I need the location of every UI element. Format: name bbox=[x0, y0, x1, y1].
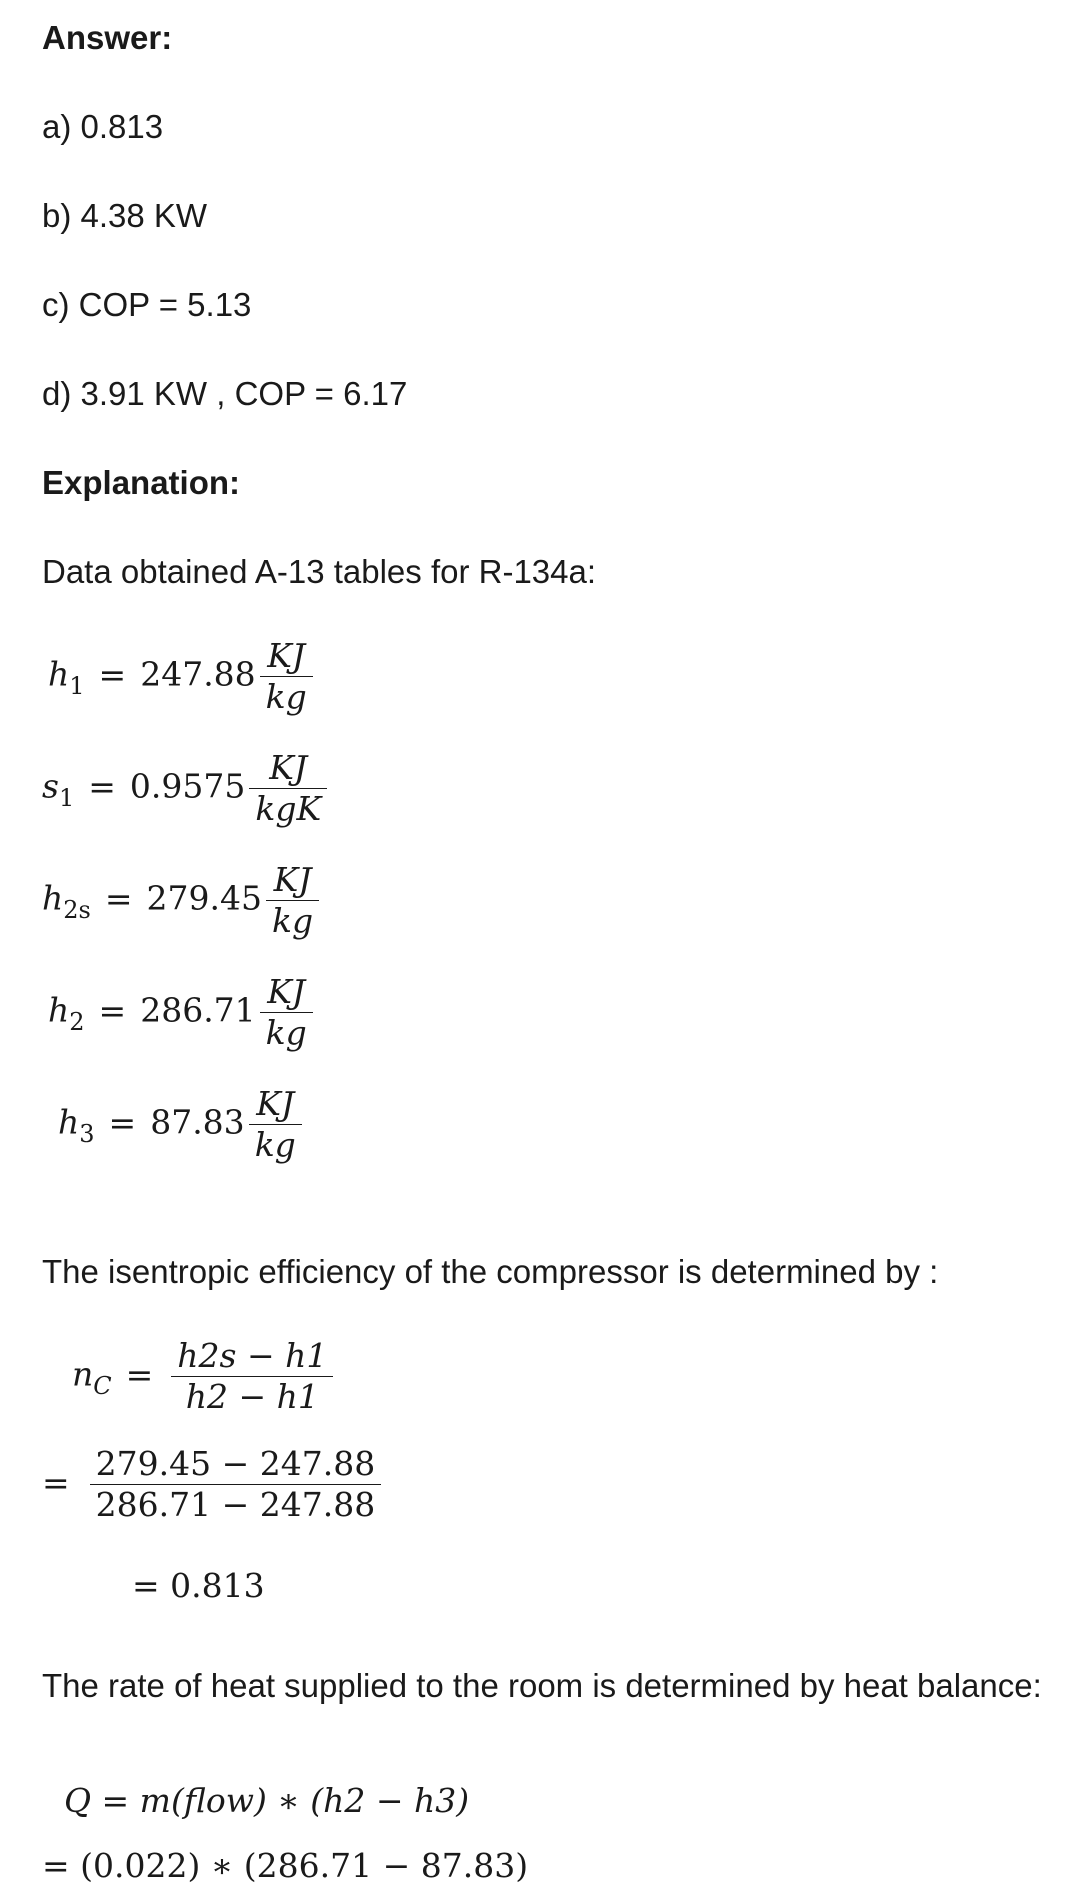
answer-c: c) COP = 5.13 bbox=[42, 286, 252, 323]
value-h2: $h_2 = 286.71$ $\frac{KJ}{kg}$ bbox=[48, 972, 313, 1053]
answer-d: d) 3.91 KW , COP = 6.17 bbox=[42, 375, 408, 412]
efficiency-formula: $n_C$ = $\frac{h2s - h1}{h2 - h1}$ bbox=[72, 1336, 333, 1417]
value-h1: $h_1 = 247.88$ $\frac{KJ}{kg}$ bbox=[48, 636, 313, 717]
heat-substitution: = (0.022) ∗ (286.71 − 87.83) bbox=[42, 1846, 529, 1885]
efficiency-denominator: h2 − h1 bbox=[171, 1376, 333, 1417]
value-h2s: $h_{2s} = 279.45$ $\frac{KJ}{kg}$ bbox=[42, 860, 319, 941]
answer-b: b) 4.38 KW bbox=[42, 197, 208, 234]
heat-intro: The rate of heat supplied to the room is determined by heat balance: bbox=[42, 1667, 1042, 1704]
answer-a: a) 0.813 bbox=[42, 108, 164, 145]
isentropic-intro: The isentropic efficiency of the compressor is determined by : bbox=[42, 1253, 939, 1290]
efficiency-numerator: h2s − h1 bbox=[177, 1336, 328, 1375]
heat-formula: Q = m(flow) ∗ (h2 − h3) bbox=[64, 1781, 470, 1820]
value-s1: $s_1 = 0.9575$ $\frac{KJ}{\text{kgK}}$ bbox=[42, 748, 327, 829]
answer-heading: Answer: bbox=[42, 19, 173, 56]
value-h3: $h_3 = 87.83$ $\frac{KJ}{kg}$ bbox=[58, 1084, 302, 1165]
efficiency-result: = 0.813 bbox=[132, 1566, 265, 1605]
data-intro: Data obtained A-13 tables for R-134a: bbox=[42, 553, 597, 590]
efficiency-substitution: = $\frac{279.45 - 247.88}{286.71 - 247.88}$ bbox=[42, 1444, 381, 1525]
explanation-heading: Explanation: bbox=[42, 464, 241, 501]
